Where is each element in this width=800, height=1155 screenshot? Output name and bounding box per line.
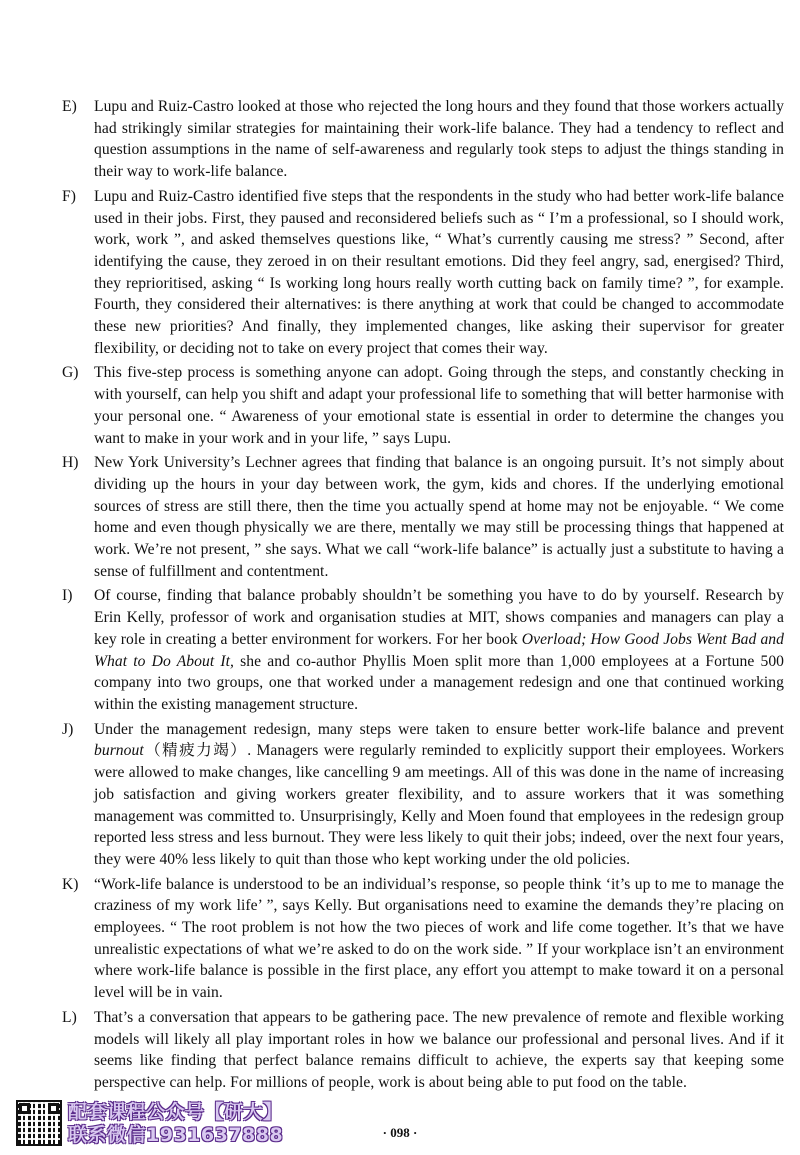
text-segment: Of course, finding that balance probably shouldn’t be something you have to do by yourself. Research by Erin Kelly, professor of work and organisation studies at MIT, shows companies and managers can play a key role in creating a better environment for workers. For her book	[94, 587, 784, 648]
paragraph-e	[62, 96, 784, 183]
paragraph-label: J)	[62, 720, 74, 738]
paragraph-text	[94, 587, 784, 713]
paragraph-l	[62, 1007, 784, 1094]
paragraph-label: F)	[62, 187, 76, 205]
paragraph-j	[62, 719, 784, 871]
paragraph-label: K)	[62, 875, 79, 893]
text-segment: （精疲力竭）. Managers were regularly reminded to explicitly support their employees. Workers were allowed to make changes, like cancelling 9 am meetings. All of this was done in the name of increasing job satisfaction and giving workers greater flexibility, and to assure workers that it was something management was committed to. Unsurprisingly, Kelly and Moen found that employees in the redesign group reported less stress and less burnout. They were less likely to quit their jobs; indeed, over the next four years, they were 40% less likely to quit than those who kept working under the old policies.	[94, 742, 784, 868]
text-segment: Under the management redesign, many steps were taken to ensure better work-life balance and prevent	[94, 720, 784, 738]
article-body	[62, 96, 784, 1097]
paragraph-text: New York University’s Lechner agrees that finding that balance is an ongoing pursuit. It’s not simply about dividing up the hours in your day between work, the gym, kids and chores. If the underlying emotional sources of stress are still there, then the time you actually spend at home may not be enjoyable. “ We come home and even though physically we are there, mentally we may still be processing things that happened at work. We’re not present, ” she says. What we call “work-life balance” is actually just a substitute to having a sense of fulfillment and contentment.	[94, 454, 784, 580]
paragraph-k	[62, 874, 784, 1004]
paragraph-label: H)	[62, 454, 79, 472]
page-number: · 098 ·	[382, 1125, 418, 1140]
paragraph-text: Lupu and Ruiz-Castro identified five steps that the respondents in the study who had better work-life balance used in their jobs. First, they paused and reconsidered beliefs such as “ I’m a professional, so I should work, work, work ”, and asked themselves questions like, “ What’s currently causing me stress? ” Second, after identifying the cause, they zeroed in on their resultant emotions. Did they feel angry, sad, energised? Third, they reprioritised, asking “ Is working long hours really worth cutting back on family time? ”, for example. Fourth, they considered their alternatives: is there anything at work that could be changed to accommodate these new priorities? And finally, they implemented changes, like asking their supervisor for greater flexibility, or deciding not to take on every project that comes their way.	[94, 187, 784, 357]
glossed-term: burnout	[94, 742, 144, 760]
paragraph-text: This five-step process is something anyone can adopt. Going through the steps, and constantly checking in with yourself, can help you shift and adapt your professional life to something that will better harmonise with your personal one. “ Awareness of your emotional state is essential in order to determine the changes you want to make in your work and in your life, ” says Lupu.	[94, 364, 784, 447]
paragraph-text: “Work-life balance is understood to be an individual’s response, so people think ‘it’s up to me to manage the craziness of my work life’ ”, says Kelly. But organisations need to examine the demands they’re placing on employees. “ The root problem is not how the two pieces of work and life come together. It’s that we have unrealistic expectations of what we’re asked to do on the work side. ” If your workplace isn’t an environment where work-life balance is possible in the first place, any effort you attempt to make toward it on a personal level will be in vain.	[94, 875, 784, 1002]
paragraph-text: That’s a conversation that appears to be gathering pace. The new prevalence of remote and flexible working models will likely all play important roles in how we balance our professional and personal lives. And if it seems like finding that perfect balance remains difficult to achieve, the experts say that keeping some perspective can help. For millions of people, work is about being able to put food on the table.	[94, 1008, 784, 1091]
promo-line-account: 配套课程公众号【研大】	[68, 1101, 283, 1123]
paragraph-label: G)	[62, 364, 79, 382]
paragraph-label: E)	[62, 98, 77, 115]
promo-line-contact: 联系微信1931637888	[68, 1124, 284, 1146]
paragraph-label: I)	[62, 587, 73, 605]
paragraph-h	[62, 452, 784, 582]
paragraph-text: Lupu and Ruiz-Castro looked at those who rejected the long hours and they found that those workers actually had strikingly similar strategies for maintaining their work-life balance. They had a tendency to reflect and question assumptions in the name of self-awareness and regularly took steps to adjust the things standing in their way to work-life balance.	[94, 98, 784, 181]
book-title: Overload; How Good Jobs Went Bad and What to Do About It,	[94, 630, 784, 670]
paragraph-label: L)	[62, 1008, 77, 1026]
paragraph-f	[62, 186, 784, 360]
paragraph-g	[62, 362, 784, 449]
paragraph-text	[94, 721, 784, 868]
paragraph-i	[62, 585, 784, 715]
text-segment: she and co-author Phyllis Moen split more than 1,000 employees at a Fortune 500 company into two groups, one that worked under a management redesign and one that continued working within the existing management structure.	[94, 652, 785, 713]
